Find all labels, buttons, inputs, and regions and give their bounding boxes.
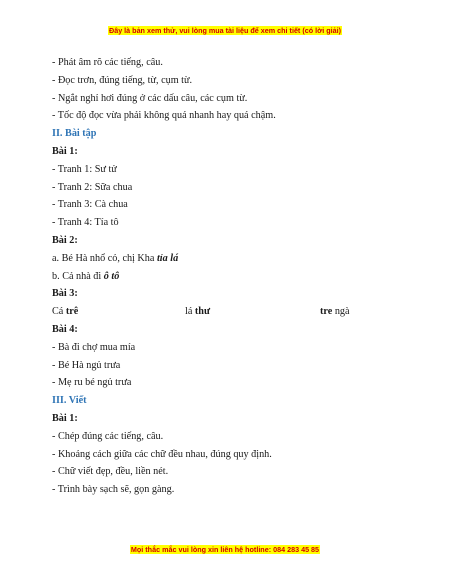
word-tre-nga: [320, 303, 350, 321]
exercise-3-words: [52, 303, 412, 321]
word-answer: thư: [194, 306, 211, 318]
hotline-notice-text: Mọi thắc mắc vui lòng xin liên hệ hotline: 084 283 45 85: [130, 545, 320, 554]
word-suffix: ngà: [332, 306, 350, 318]
answer-b-prefix: b. Cả nhà đi: [52, 270, 104, 282]
exercise-4-item: - Mẹ ru bé ngủ trưa: [52, 377, 132, 389]
writing-criterion: - Chép đúng các tiếng, câu.: [52, 430, 164, 442]
exercise-3-title: Bài 3:: [52, 288, 78, 300]
exercise-4-item: - Bé Hà ngủ trưa: [52, 359, 121, 371]
section-heading-exercises: II. Bài tập: [52, 128, 97, 140]
exercise-1-item: - Tranh 1: Sư tử: [52, 163, 117, 175]
reading-criterion: - Ngắt nghỉ hơi đúng ở các dấu câu, các cụm từ.: [52, 92, 248, 104]
writing-criterion: - Khoảng cách giữa các chữ đều nhau, đúng quy định.: [52, 448, 272, 460]
writing-criterion: - Trình bày sạch sẽ, gọn gàng.: [52, 484, 175, 496]
answer-key-body: [52, 54, 412, 499]
preview-notice-text: Đây là bản xem thử, vui lòng mua tài liệu để xem chi tiết (có lời giải): [109, 26, 341, 35]
exercise-4-title: Bài 4:: [52, 323, 78, 335]
exercise-2-answer-b: [52, 268, 412, 286]
exercise-2-answer-a: [52, 250, 412, 268]
reading-criterion: - Phát âm rõ các tiếng, câu.: [52, 57, 163, 68]
writing-criterion: - Chữ viết đẹp, đều, liền nét.: [52, 466, 169, 478]
answer-a-prefix: a. Bé Hà nhổ cỏ, chị Kha: [52, 252, 157, 264]
word-prefix: Cá: [52, 306, 66, 318]
exercise-2-title: Bài 2:: [52, 234, 78, 246]
hotline-notice-banner: [0, 545, 450, 555]
reading-criterion: - Tốc độ đọc vừa phải không quá nhanh hay quá chậm.: [52, 110, 276, 122]
answer-a-fill: tỉa lá: [156, 252, 179, 264]
exercise-1-item: - Tranh 4: Tía tô: [52, 217, 119, 229]
word-la-thu: [185, 303, 210, 321]
exercise-1-item: - Tranh 2: Sữa chua: [52, 181, 133, 193]
word-answer: tre: [320, 306, 333, 318]
word-answer: trê: [65, 306, 79, 318]
exercise-1-item: - Tranh 3: Cà chua: [52, 199, 128, 211]
section-heading-writing: III. Viết: [52, 395, 87, 407]
answer-b-fill: ô tô: [103, 270, 120, 282]
writing-exercise-1-title: Bài 1:: [52, 412, 78, 424]
word-prefix: lá: [185, 306, 195, 318]
exercise-4-item: - Bà đi chợ mua mía: [52, 341, 136, 353]
word-ca-tre: [52, 303, 78, 321]
preview-notice-banner: [0, 26, 450, 36]
exercise-1-title: Bài 1:: [52, 145, 78, 157]
reading-criterion: - Đọc trơn, đúng tiếng, từ, cụm từ.: [52, 74, 193, 86]
